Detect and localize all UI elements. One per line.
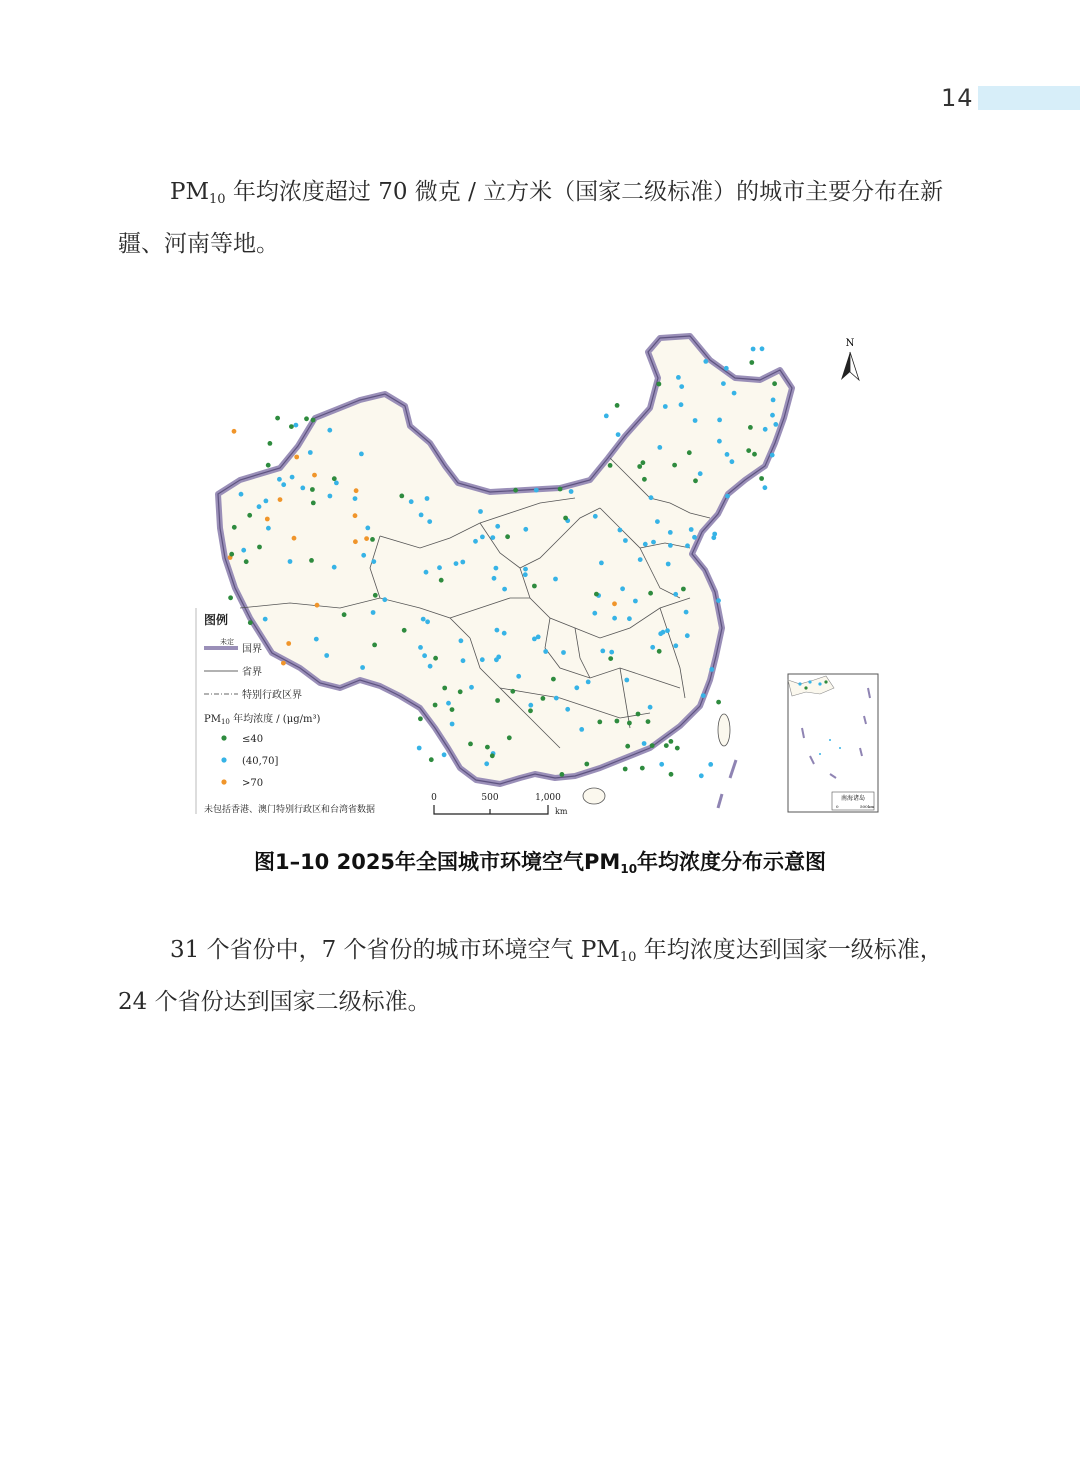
city-dot (600, 649, 605, 654)
city-dot (424, 570, 429, 575)
city-dot (574, 685, 579, 690)
city-dot (693, 478, 698, 483)
city-dot (640, 766, 645, 771)
city-dot (665, 628, 670, 633)
city-dot (239, 492, 244, 497)
city-dot (425, 496, 430, 501)
legend-label-0: ≤40 (242, 734, 264, 745)
city-dot (294, 455, 299, 460)
legend-marker-1 (221, 757, 226, 762)
city-dot (725, 452, 730, 457)
city-dot (673, 643, 678, 648)
city-dot (624, 678, 629, 683)
city-dot (599, 561, 604, 566)
caption-end: 年均浓度分布示意图 (637, 850, 827, 874)
city-dot (641, 460, 646, 465)
city-dot (334, 481, 339, 486)
city-dot (657, 445, 662, 450)
city-dot (505, 534, 510, 539)
city-dot (651, 540, 656, 545)
city-dot (751, 347, 756, 352)
paragraph-2-pm-subscript: 10 (619, 950, 637, 965)
city-dot (748, 425, 753, 430)
city-dot (290, 475, 295, 480)
city-dot (608, 656, 613, 661)
city-dot (693, 418, 698, 423)
city-dot (353, 496, 358, 501)
city-dot (275, 416, 280, 421)
city-dot (668, 530, 673, 535)
city-dot (592, 611, 597, 616)
city-dot (277, 477, 282, 482)
city-dot (458, 689, 463, 694)
city-dot (675, 746, 680, 751)
city-dot (359, 452, 364, 457)
city-dot (419, 513, 424, 518)
city-dot (623, 538, 628, 543)
city-dot (370, 537, 375, 542)
city-dot (382, 597, 387, 602)
city-dot (709, 667, 714, 672)
city-dot (510, 689, 515, 694)
paragraph-2-lead: 31 个省份中，7 个省份的城市环境空气 PM (170, 937, 620, 963)
city-dot (685, 543, 690, 548)
city-dot (241, 548, 246, 553)
city-dot (627, 721, 632, 726)
city-dot (442, 686, 447, 691)
city-dot (725, 494, 730, 499)
scale-unit: km (555, 807, 568, 816)
scale-tick-500: 500 (481, 793, 499, 803)
city-dot (281, 661, 286, 666)
city-dot (698, 471, 703, 476)
city-dot (532, 584, 537, 589)
city-dot (310, 487, 315, 492)
city-dot (324, 653, 329, 658)
city-dot (584, 762, 589, 767)
city-dot (371, 559, 376, 564)
city-dot (439, 578, 444, 583)
paragraph-1 (118, 170, 968, 266)
city-dot (513, 488, 518, 493)
hainan-island (583, 788, 605, 804)
city-dot (638, 557, 643, 562)
city-dot (684, 610, 689, 615)
city-dot (760, 346, 765, 351)
city-dot (657, 382, 662, 387)
city-dot (541, 696, 546, 701)
city-dot (292, 536, 297, 541)
city-dot (496, 655, 501, 660)
city-dot (402, 628, 407, 633)
city-dot (373, 593, 378, 598)
city-dot (523, 572, 528, 577)
city-dot (563, 516, 568, 521)
legend-national-border: 国界 (242, 644, 262, 655)
city-dot (597, 720, 602, 725)
inset-scale-500: 500 (860, 804, 868, 809)
city-dot (263, 617, 268, 622)
scale-tick-0: 0 (431, 793, 437, 803)
city-dot (354, 488, 359, 493)
page-tab-decoration (978, 86, 1080, 110)
paragraph-2 (118, 928, 968, 1024)
city-dot (429, 757, 434, 762)
city-dot (418, 716, 423, 721)
city-dot (450, 707, 455, 712)
paragraph-2-text: 年均浓度达到国家一级标准，24 个省份达到国家二级标准。 (118, 937, 943, 1015)
city-dot (618, 528, 623, 533)
city-dot (528, 708, 533, 713)
city-dot (746, 448, 751, 453)
city-dot (294, 423, 299, 428)
city-dot (446, 701, 451, 706)
city-dot (459, 638, 464, 643)
city-dot (532, 637, 537, 642)
city-dot (708, 762, 713, 767)
city-dot (771, 398, 776, 403)
city-dot (523, 527, 528, 532)
city-dot (427, 519, 432, 524)
city-dot (314, 637, 319, 642)
city-dot (770, 453, 775, 458)
city-dot (612, 616, 617, 621)
city-dot (642, 477, 647, 482)
city-dot (609, 650, 614, 655)
taiwan-island (718, 714, 730, 746)
city-dot (360, 665, 365, 670)
city-dot (642, 741, 647, 746)
city-dot (716, 700, 721, 705)
city-dot (669, 772, 674, 777)
legend-province-border: 省界 (242, 667, 262, 678)
city-dot (703, 359, 708, 364)
city-dot (646, 719, 651, 724)
city-dot (433, 703, 438, 708)
city-dot (648, 591, 653, 596)
city-dot (659, 762, 664, 767)
scale-tick-1000: 1,000 (535, 793, 561, 803)
city-dot (257, 545, 262, 550)
city-dot (699, 773, 704, 778)
city-dot (229, 552, 234, 557)
city-dot (623, 767, 628, 772)
city-dot (469, 685, 474, 690)
city-dot (730, 459, 735, 464)
city-dot (485, 745, 490, 750)
city-dot (553, 577, 558, 582)
city-dot (658, 631, 663, 636)
city-dot (569, 489, 574, 494)
city-dot (461, 658, 466, 663)
city-dot (308, 450, 313, 455)
city-dot (309, 558, 314, 563)
city-dot (425, 619, 430, 624)
city-dot (523, 567, 528, 572)
city-dot (685, 633, 690, 638)
city-dot (724, 366, 729, 371)
legend-marker-0 (221, 735, 226, 740)
city-dot (712, 532, 717, 537)
city-dot (657, 649, 662, 654)
city-dot (689, 527, 694, 532)
city-dot (551, 677, 556, 682)
city-dot (687, 450, 692, 455)
city-dot (315, 603, 320, 608)
city-dot (560, 772, 565, 777)
scale-bar (431, 793, 568, 816)
city-dot (361, 553, 366, 558)
city-dot (365, 526, 370, 531)
city-dot (643, 542, 648, 547)
city-dot (666, 562, 671, 567)
city-dot (353, 513, 358, 518)
city-dot (554, 696, 559, 701)
city-dot (717, 418, 722, 423)
city-dot (342, 612, 347, 617)
city-dot (266, 463, 271, 468)
pm10-map-figure (180, 308, 900, 820)
city-dot (586, 680, 591, 685)
city-dot (507, 735, 512, 740)
city-dot (304, 416, 309, 421)
page-number: 14 (941, 84, 974, 112)
city-dot (516, 674, 521, 679)
city-dot (604, 414, 609, 419)
city-dot (579, 727, 584, 732)
city-dot (612, 601, 617, 606)
city-dot (716, 598, 721, 603)
city-dot (492, 576, 497, 581)
city-dot (278, 497, 283, 502)
city-dot (418, 645, 423, 650)
city-dot (327, 428, 332, 433)
city-dot (672, 463, 677, 468)
city-dot (669, 739, 674, 744)
city-dot (371, 610, 376, 615)
city-dot (244, 559, 249, 564)
south-china-sea-inset (788, 674, 878, 812)
city-dot (655, 519, 660, 524)
city-dot (495, 524, 500, 529)
city-dot (281, 482, 286, 487)
city-dot (364, 536, 369, 541)
city-dot (265, 517, 270, 522)
city-dot (460, 560, 465, 565)
city-dot (770, 413, 775, 418)
city-dot (288, 559, 293, 564)
city-dot (627, 616, 632, 621)
city-dot (594, 592, 599, 597)
city-dot (248, 620, 253, 625)
city-dot (484, 761, 489, 766)
city-dot (650, 743, 655, 748)
city-dot (454, 561, 459, 566)
city-dot (437, 565, 442, 570)
city-dot (417, 746, 422, 751)
city-dot (311, 501, 316, 506)
north-label: N (845, 338, 855, 349)
city-dot (759, 476, 764, 481)
city-dot (668, 543, 673, 548)
city-dot (772, 381, 777, 386)
city-dot (268, 441, 273, 446)
city-dot (663, 404, 668, 409)
legend-title: 图例 (204, 613, 229, 627)
figure-caption (0, 846, 1080, 876)
city-dot (480, 535, 485, 540)
city-dot (228, 595, 233, 600)
city-dot (620, 586, 625, 591)
paragraph-1-pm: PM (170, 179, 210, 205)
north-arrow (841, 338, 859, 380)
city-dot (328, 494, 333, 499)
city-dot (616, 432, 621, 437)
city-dot (372, 643, 377, 648)
inset-label: 南海诸岛 (840, 795, 866, 802)
city-dot (480, 657, 485, 662)
city-dot (409, 499, 414, 504)
legend-items (221, 734, 278, 789)
city-dot (633, 599, 638, 604)
paragraph-1-pm-subscript: 10 (209, 192, 226, 207)
china-map (180, 308, 900, 820)
city-dot (763, 427, 768, 432)
city-dot (773, 422, 778, 427)
city-dot (353, 539, 358, 544)
city-dot (681, 587, 686, 592)
city-dot (312, 473, 317, 478)
city-dot (717, 439, 722, 444)
city-dot (664, 743, 669, 748)
city-dot (558, 487, 563, 492)
city-dot (673, 592, 678, 597)
city-dot (676, 375, 681, 380)
legend-undetermined: 未定 (220, 638, 234, 646)
city-dot (692, 535, 697, 540)
city-dot (232, 429, 237, 434)
legend-label-2: >70 (242, 778, 264, 789)
city-dot (490, 753, 495, 758)
legend-sar-border: 特别行政区界 (242, 690, 302, 701)
city-dot (679, 402, 684, 407)
inset-scale-unit: km (868, 804, 875, 809)
city-dot (266, 526, 271, 531)
city-dot (286, 641, 291, 646)
city-dot (502, 587, 507, 592)
caption-main: 图1–10 2025年全国城市环境空气PM (253, 850, 621, 874)
city-dot (450, 722, 455, 727)
city-dot (637, 464, 642, 469)
city-dot (679, 384, 684, 389)
legend-note: 未包括香港、澳门特别行政区和台湾省数据 (204, 805, 376, 815)
inset-scale-0: 0 (836, 804, 839, 809)
city-dot (257, 504, 262, 509)
city-dot (565, 707, 570, 712)
city-dot (399, 494, 404, 499)
city-dot (478, 509, 483, 514)
city-dot (502, 631, 507, 636)
caption-subscript: 10 (620, 862, 638, 876)
city-dot (615, 403, 620, 408)
city-dot (561, 650, 566, 655)
city-dot (332, 565, 337, 570)
city-dot (721, 381, 726, 386)
city-dot (636, 712, 641, 717)
city-dot (763, 485, 768, 490)
city-dot (433, 656, 438, 661)
city-dot (332, 476, 337, 481)
city-dot (490, 535, 495, 540)
legend-marker-2 (221, 779, 226, 784)
city-dot (442, 752, 447, 757)
legend-concentration-title: $PM_{10}$ 年均浓度 / (μg/m³) (204, 714, 321, 726)
city-dot (311, 418, 316, 423)
city-dot (615, 719, 620, 724)
city-dot (421, 617, 426, 622)
city-dot (300, 486, 305, 491)
city-dot (428, 664, 433, 669)
city-dot (650, 645, 655, 650)
city-dot (625, 744, 630, 749)
city-dot (247, 513, 252, 518)
city-dot (495, 628, 500, 633)
city-dot (608, 463, 613, 468)
maritime-boundary-marks (718, 760, 736, 808)
city-dot (495, 698, 500, 703)
city-dot (543, 649, 548, 654)
city-dot (289, 424, 294, 429)
city-dot (468, 742, 473, 747)
city-dot (732, 391, 737, 396)
city-dot (494, 566, 499, 571)
paragraph-1-text: 年均浓度超过 70 微克 / 立方米（国家二级标准）的城市主要分布在新疆、河南等地。 (118, 179, 944, 257)
city-dot (593, 514, 598, 519)
city-dot (534, 488, 539, 493)
city-dot (648, 705, 653, 710)
city-dot (649, 495, 654, 500)
city-dot (528, 703, 533, 708)
city-dot (264, 499, 269, 504)
city-dot (422, 653, 427, 658)
city-dot (701, 693, 706, 698)
city-dot (752, 452, 757, 457)
city-dot (749, 360, 754, 365)
legend-label-1: (40,70] (242, 756, 279, 767)
city-dot (473, 539, 478, 544)
city-dot (232, 525, 237, 530)
